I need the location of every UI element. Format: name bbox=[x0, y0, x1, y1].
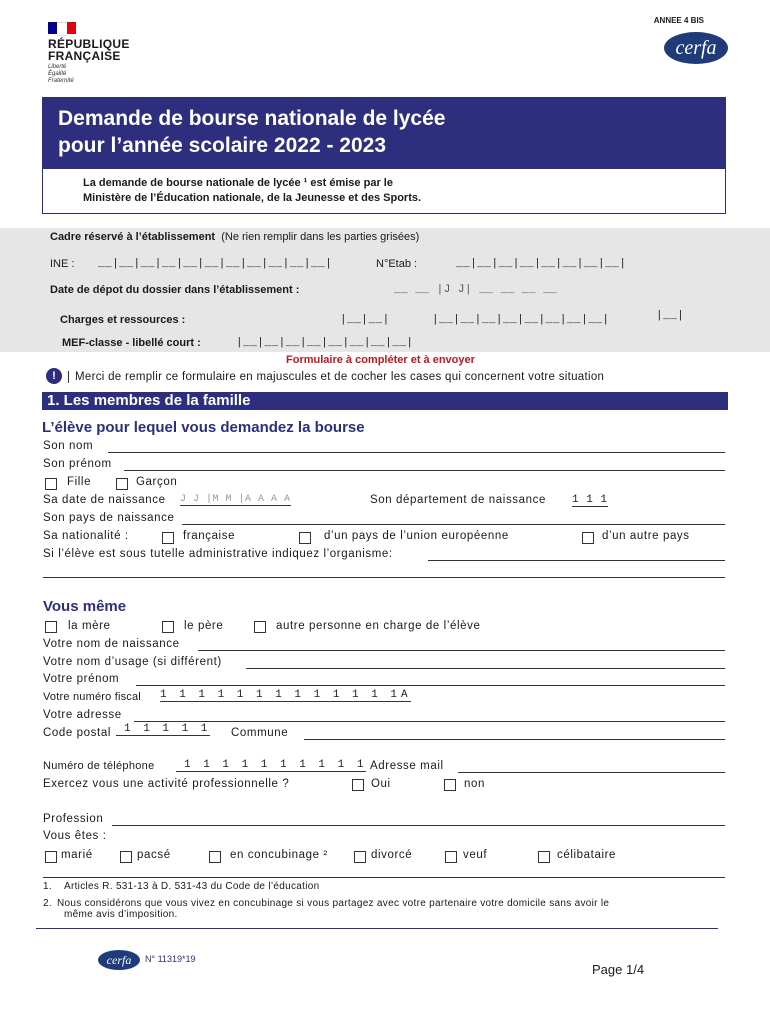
pacse-label: pacsé bbox=[137, 849, 171, 861]
pacse-checkbox[interactable] bbox=[120, 851, 132, 863]
marie-label: marié bbox=[61, 849, 93, 861]
celibataire-checkbox[interactable] bbox=[538, 851, 550, 863]
code-postal-field[interactable]: 1 1 1 1 1 bbox=[116, 723, 210, 736]
notice-text: Merci de remplir ce formulaire en majuscules et de cocher les cases qui concernent votre situation bbox=[68, 371, 604, 383]
eleve-nom-field[interactable] bbox=[108, 452, 725, 453]
vous-heading: Vous même bbox=[43, 598, 127, 615]
telephone-field[interactable]: 1 1 1 1 1 1 1 1 1 1 bbox=[176, 759, 366, 772]
form-title: Demande de bourse nationale de lycée pour l’année scolaire 2022 - 2023 bbox=[42, 97, 726, 168]
cerfa-footer-logo: cerfa bbox=[98, 950, 140, 970]
code-postal-label: Code postal bbox=[43, 727, 111, 739]
form-subtitle: La demande de bourse nationale de lycée ¹ est émise par le Ministère de l’Éducation nationale, de la Jeunesse et des Sports. bbox=[42, 168, 726, 214]
footer-divider bbox=[36, 928, 718, 929]
depot-field: __ __ |J J| __ __ __ __ bbox=[394, 284, 558, 296]
cerfa-logo: cerfa bbox=[664, 32, 728, 64]
autre-charge-checkbox[interactable] bbox=[254, 621, 266, 633]
footnote-1: Articles R. 531-13 à D. 531-43 du Code de l’éducation bbox=[64, 881, 320, 892]
divorce-label: divorcé bbox=[371, 849, 413, 861]
mef-field: |__|__|__|__|__|__|__|__| bbox=[236, 337, 414, 349]
adresse-label: Votre adresse bbox=[43, 709, 122, 721]
oui-label: Oui bbox=[371, 778, 391, 790]
nom-usage-field[interactable] bbox=[246, 668, 725, 669]
veuf-label: veuf bbox=[463, 849, 488, 861]
votre-prenom-field[interactable] bbox=[136, 685, 725, 686]
mail-label: Adresse mail bbox=[370, 760, 444, 772]
autre-pays-label: d’un autre pays bbox=[602, 530, 690, 542]
fille-checkbox[interactable] bbox=[45, 478, 57, 490]
pere-checkbox[interactable] bbox=[162, 621, 174, 633]
charges-field-2: |__|__|__|__|__|__|__|__| bbox=[432, 314, 610, 326]
fille-label: Fille bbox=[67, 476, 92, 488]
garcon-label: Garçon bbox=[136, 476, 178, 488]
ue-checkbox[interactable] bbox=[299, 532, 311, 544]
tutelle-label: Si l’élève est sous tutelle administrative indiquez l’organisme: bbox=[43, 548, 393, 560]
form-instruction-red: Formulaire à compléter et à envoyer bbox=[286, 354, 475, 366]
ine-field: __|__|__|__|__|__|__|__|__|__|__| bbox=[98, 258, 333, 270]
footnote-2: Nous considérons que vous vivez en concubinage si vous partagez avec votre partenaire votre domicile sans avoir le même avis d’imposition. bbox=[57, 898, 610, 920]
nom-naissance-field[interactable] bbox=[198, 650, 725, 651]
etab-field: __|__|__|__|__|__|__|__| bbox=[456, 258, 627, 270]
commune-label: Commune bbox=[231, 727, 289, 739]
footnote-1-number: 1. bbox=[43, 881, 52, 892]
tutelle-field-2[interactable] bbox=[43, 577, 725, 578]
eleve-prenom-field[interactable] bbox=[124, 470, 725, 471]
footnote-2-number: 2. bbox=[43, 898, 52, 909]
republique-flag-logo bbox=[48, 22, 76, 34]
mere-label: la mère bbox=[68, 620, 111, 632]
charges-label: Charges et ressources : bbox=[60, 314, 186, 326]
adresse-field[interactable] bbox=[134, 721, 725, 722]
charges-field-1: |__|__| bbox=[340, 314, 390, 326]
eleve-prenom-label: Son prénom bbox=[43, 458, 112, 470]
footnote-divider bbox=[43, 877, 725, 878]
divorce-checkbox[interactable] bbox=[354, 851, 366, 863]
non-checkbox[interactable] bbox=[444, 779, 456, 791]
motto: Liberté Égalité Fraternité bbox=[48, 64, 74, 84]
etab-label: N°Etab : bbox=[376, 258, 418, 270]
tutelle-field[interactable] bbox=[428, 560, 725, 561]
garcon-checkbox[interactable] bbox=[116, 478, 128, 490]
activite-label: Exercez vous une activité professionnelle ? bbox=[43, 778, 290, 790]
warning-icon: ! bbox=[46, 368, 62, 384]
nom-usage-label: Votre nom d’usage (si différent) bbox=[43, 656, 222, 668]
fiscal-field-end[interactable]: A bbox=[398, 689, 411, 702]
mef-label: MEF-classe - libellé court : bbox=[62, 337, 201, 349]
mere-checkbox[interactable] bbox=[45, 621, 57, 633]
oui-checkbox[interactable] bbox=[352, 779, 364, 791]
autre-pays-checkbox[interactable] bbox=[582, 532, 594, 544]
fiscal-field[interactable]: 1 1 1 1 1 1 1 1 1 1 1 1 1 bbox=[160, 689, 401, 701]
francaise-checkbox[interactable] bbox=[162, 532, 174, 544]
ue-label: d’un pays de l’union européenne bbox=[324, 530, 509, 542]
commune-field[interactable] bbox=[304, 739, 725, 740]
celibataire-label: célibataire bbox=[557, 849, 617, 861]
naissance-label: Sa date de naissance bbox=[43, 494, 166, 506]
annexe-label: ANNEE 4 BIS bbox=[653, 16, 704, 25]
cerfa-number: N° 11319*19 bbox=[145, 954, 196, 964]
autre-charge-label: autre personne en charge de l’élève bbox=[276, 620, 481, 632]
reserved-title: Cadre réservé à l’établissement (Ne rien remplir dans les parties grisées) bbox=[50, 231, 420, 243]
eleve-heading: L’élève pour lequel vous demandez la bourse bbox=[42, 419, 365, 436]
fiscal-label: Votre numéro fiscal bbox=[43, 691, 141, 703]
depot-label: Date de dépot du dossier dans l’établissement : bbox=[50, 284, 300, 296]
marie-checkbox[interactable] bbox=[45, 851, 57, 863]
pere-label: le père bbox=[184, 620, 224, 632]
votre-prenom-label: Votre prénom bbox=[43, 673, 120, 685]
eleve-nom-label: Son nom bbox=[43, 440, 94, 452]
profession-label: Profession bbox=[43, 813, 104, 825]
mail-field[interactable] bbox=[458, 772, 725, 773]
profession-field[interactable] bbox=[112, 825, 725, 826]
pays-label: Son pays de naissance bbox=[43, 512, 175, 524]
concubinage-checkbox[interactable] bbox=[209, 851, 221, 863]
departement-field[interactable]: 1 1 1 bbox=[572, 494, 608, 506]
republique-francaise-logo: RÉPUBLIQUE FRANÇAISE bbox=[48, 37, 130, 63]
francaise-label: française bbox=[183, 530, 236, 542]
telephone-label: Numéro de téléphone bbox=[43, 760, 155, 772]
veuf-checkbox[interactable] bbox=[445, 851, 457, 863]
nationalite-label: Sa nationalité : bbox=[43, 530, 129, 542]
non-label: non bbox=[464, 778, 485, 790]
pays-field[interactable] bbox=[182, 524, 725, 525]
ine-label: INE : bbox=[50, 258, 75, 270]
page-number: Page 1/4 bbox=[592, 962, 645, 977]
section-title: 1. Les membres de la famille bbox=[42, 392, 728, 410]
concubinage-label: en concubinage ² bbox=[230, 849, 328, 861]
charges-field-3: |__| bbox=[656, 310, 685, 322]
departement-label: Son département de naissance bbox=[370, 494, 546, 506]
nom-naissance-label: Votre nom de naissance bbox=[43, 638, 180, 650]
naissance-field[interactable]: J J |M M |A A A A bbox=[180, 494, 291, 505]
vous-etes-label: Vous êtes : bbox=[43, 830, 107, 842]
